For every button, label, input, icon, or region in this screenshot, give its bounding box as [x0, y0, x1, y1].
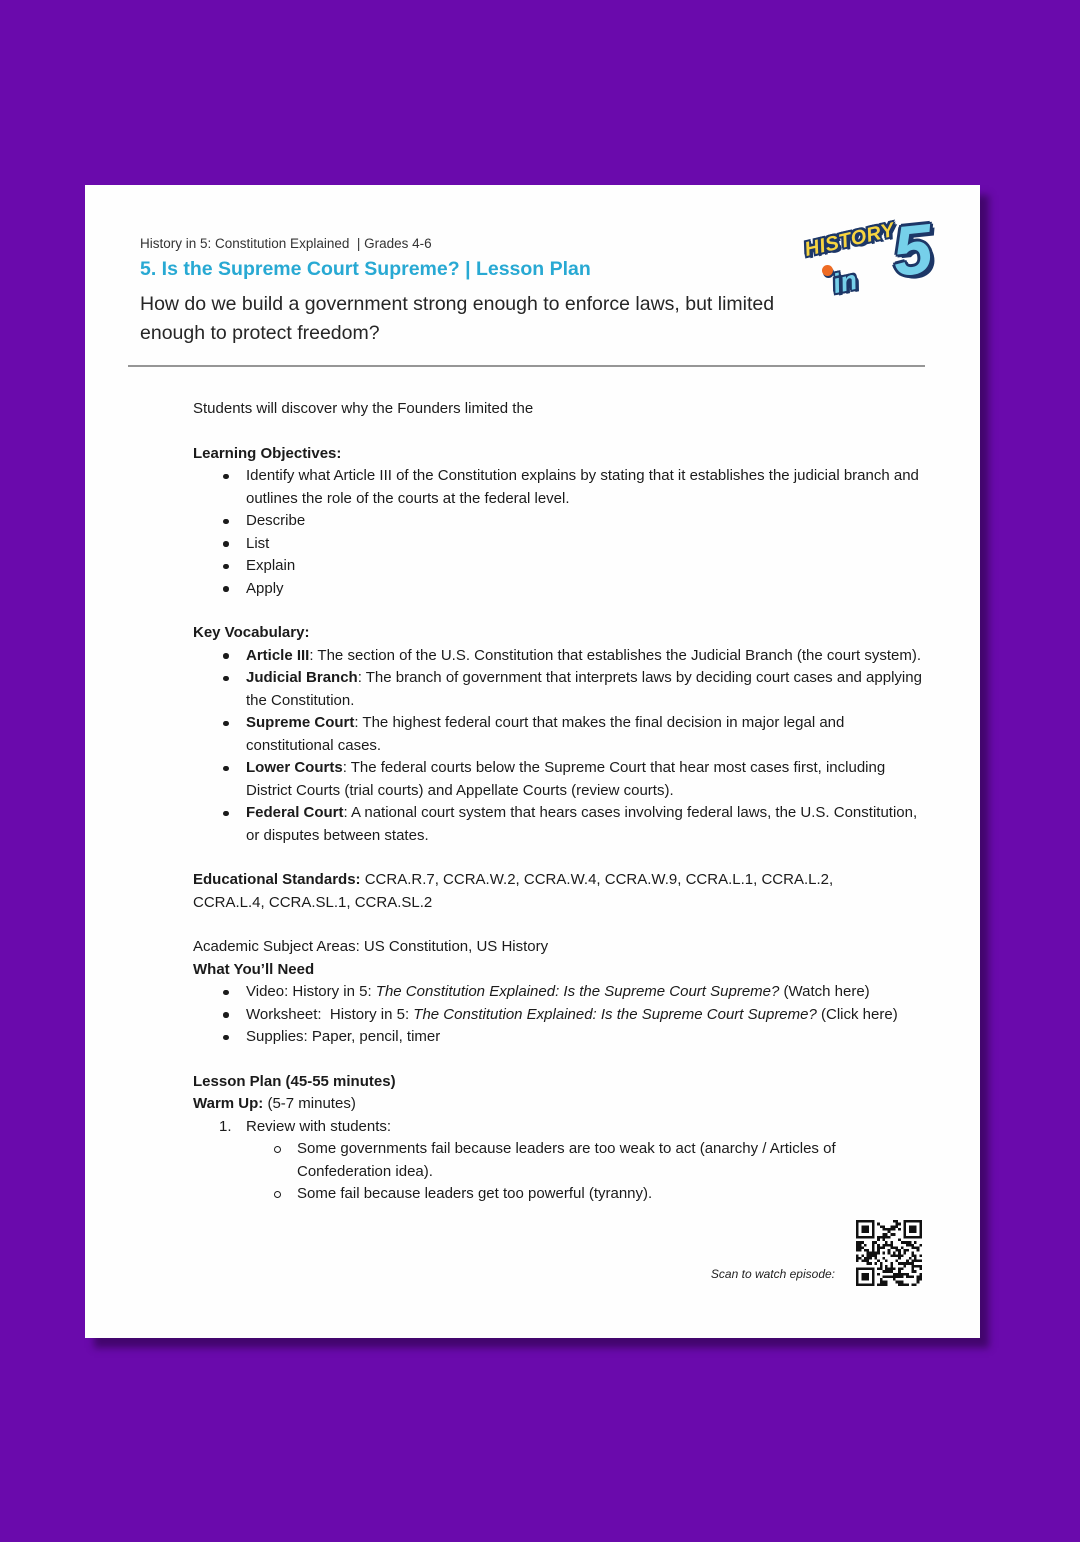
- warm-up-label: Warm Up:: [193, 1095, 264, 1112]
- step-text: Review with students:: [246, 1117, 392, 1135]
- header-divider: [128, 365, 925, 367]
- what-youll-need-heading: What You’ll Need: [193, 960, 315, 978]
- logo-five-text: 5: [889, 209, 936, 291]
- need-title-italic: The Constitution Explained: Is the Supreme Court Supreme?: [375, 983, 780, 1000]
- logo-history-text: HISTORY: [802, 218, 897, 262]
- vocab-term: Judicial Branch: [246, 669, 358, 686]
- document-header: [85, 185, 980, 348]
- sub-item: Some fail because leaders get too powerful (tyranny).: [246, 1183, 933, 1206]
- vocab-term: Federal Court: [246, 804, 344, 821]
- step-number: 1.: [219, 1117, 232, 1135]
- vocab-definition: : The section of the U.S. Constitution that establishes the Judicial Branch (the court system).: [309, 646, 922, 664]
- what-youll-need-list: [193, 981, 933, 1049]
- document-footer: [711, 1220, 922, 1286]
- sub-item: Some governments fail because leaders are too weak to act (anarchy / Articles of Confederation idea).: [246, 1138, 933, 1183]
- vocab-definition: : The federal courts below the Supreme Court that hear most cases first, including District Courts (trial courts) and Appellate Courts (review courts).: [246, 759, 886, 799]
- vocab-definition: : The highest federal court that makes the final decision in major legal and constitutional cases.: [246, 714, 845, 754]
- step-sub-list: [246, 1138, 933, 1206]
- vocab-item: [193, 667, 933, 712]
- vocab-term: Supreme Court: [246, 714, 355, 731]
- document-body: [193, 398, 933, 1206]
- lesson-plan-heading: Lesson Plan (45-55 minutes): [193, 1072, 396, 1090]
- essential-question: How do we build a government strong enough to enforce laws, but limited enough to protect freedom?: [140, 293, 775, 344]
- vocab-item: [193, 712, 933, 757]
- need-title-italic: The Constitution Explained: Is the Supreme Court Supreme?: [413, 1005, 817, 1023]
- warm-up-line: [193, 1093, 933, 1116]
- need-item: [193, 1026, 933, 1049]
- intro-sentence: Students will discover why the Founders limited the: [193, 400, 534, 417]
- vocab-item: [193, 802, 933, 847]
- need-prefix: Video: History in 5:: [246, 983, 376, 1000]
- list-item: Describe: [193, 510, 933, 533]
- vocab-item: [193, 757, 933, 802]
- need-prefix: Supplies: Paper, pencil, timer: [246, 1028, 441, 1045]
- learning-objectives-list: [193, 465, 933, 600]
- course-meta-line: History in 5: Constitution Explained | Grades 4-6: [140, 236, 432, 251]
- list-item: List: [193, 533, 933, 556]
- history-in-5-logo: [802, 209, 936, 321]
- document-page: [85, 185, 980, 1338]
- logo-in-text: in: [830, 264, 860, 300]
- academic-subject-areas: Academic Subject Areas: US Constitution, US History: [193, 938, 549, 955]
- educational-standards-label: Educational Standards:: [193, 871, 361, 888]
- key-vocabulary-heading: Key Vocabulary:: [193, 624, 310, 641]
- list-item: Explain: [193, 555, 933, 578]
- vocab-definition: : The branch of government that interprets laws by deciding court cases and applying the Constitution.: [246, 669, 922, 709]
- key-vocabulary-list: [193, 645, 933, 848]
- page-title: 5. Is the Supreme Court Supreme? | Lesson Plan: [140, 258, 591, 280]
- scan-to-watch-label: Scan to watch episode:: [710, 1267, 835, 1281]
- qr-code: [856, 1220, 922, 1286]
- list-item: Identify what Article III of the Constitution explains by stating that it establishes the judicial branch and outlines the role of the courts at the federal level.: [193, 465, 933, 510]
- need-item: [193, 981, 933, 1004]
- warm-up-steps: [193, 1116, 933, 1206]
- need-suffix: (Watch here): [779, 983, 870, 1000]
- vocab-term: Article III: [246, 646, 310, 664]
- need-item: [193, 1004, 933, 1027]
- vocab-term: Lower Courts: [246, 759, 343, 776]
- vocab-definition: : A national court system that hears cases involving federal laws, the U.S. Constitution, or disputes between states.: [246, 804, 918, 844]
- educational-standards-value: CCRA.R.7, CCRA.W.2, CCRA.W.4, CCRA.W.9, CCRA.L.1, CCRA.L.2, CCRA.L.4, CCRA.SL.1, CCRA.SL.2: [193, 871, 834, 911]
- list-item: Apply: [193, 578, 933, 601]
- warm-up-time: (5-7 minutes): [263, 1095, 356, 1112]
- educational-standards: [193, 869, 873, 914]
- need-prefix: Worksheet: History in 5:: [246, 1005, 414, 1023]
- vocab-item: [193, 645, 933, 668]
- step-item: [193, 1116, 933, 1206]
- need-suffix: (Click here): [816, 1005, 898, 1023]
- learning-objectives-heading: Learning Objectives:: [193, 444, 342, 462]
